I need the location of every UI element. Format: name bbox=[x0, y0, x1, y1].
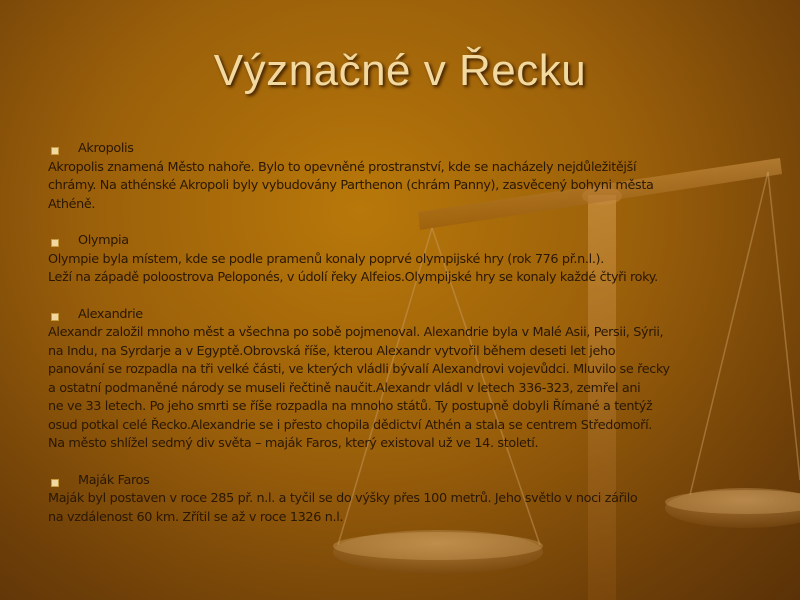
section-heading bbox=[48, 306, 768, 325]
section-akropolis bbox=[48, 140, 768, 214]
paragraph-line: Na město shlížel sedmý div světa – maják Faros, který existoval už ve 14. století. bbox=[48, 436, 539, 451]
paragraph-line: Athéně. bbox=[48, 196, 96, 212]
paragraph-line: Maják byl postaven v roce 285 př. n.l. a tyčil se do výšky přes 100 metrů. Jeho světlo v noci zářilo bbox=[48, 491, 638, 506]
bullet-icon bbox=[51, 313, 59, 321]
slide-content bbox=[48, 140, 768, 545]
bullet-icon bbox=[51, 147, 59, 155]
bullet-icon bbox=[51, 479, 59, 487]
paragraph-line: chrámy. Na athénské Akropoli byly vybudovány Parthenon (chrám Panny), zasvěcený bohyni města bbox=[48, 178, 654, 193]
section-heading-label: Maják Faros bbox=[78, 472, 150, 488]
paragraph-line: Akropolis znamená Město nahoře. Bylo to opevněné prostranství, kde se nacházely nejdůležitější bbox=[48, 159, 637, 175]
section-heading-label: Alexandrie bbox=[78, 306, 143, 322]
paragraph-line: Olympie byla místem, kde se podle pramenů konaly poprvé olympijské hry (rok 776 př.n.l.). bbox=[48, 251, 604, 267]
paragraph-line: ne ve 33 letech. Po jeho smrti se říše rozpadla na mnoho států. Ty postupně dobyli Římané a tentýž bbox=[48, 399, 653, 414]
section-heading bbox=[48, 140, 768, 159]
section-heading-label: Akropolis bbox=[78, 141, 134, 156]
section-heading bbox=[48, 232, 768, 251]
paragraph-line: a ostatní podmaněné národy se museli řečtině naučit.Alexandr vládl v letech 336-323, zemřel ani bbox=[48, 380, 641, 396]
paragraph-line: na Indu, na Syrdarje a v Egyptě.Obrovská říše, kterou Alexandr vytvořil během deseti let jeho bbox=[48, 343, 616, 359]
paragraph-line: panování se rozpadla na tři velké části, ve kterých vládli bývalí Alexandrovi vojevůdci. Mluvilo se řecky bbox=[48, 362, 670, 377]
paragraph-line: osud potkal celé Řecko.Alexandrie se i přesto chopila dědictví Athén a stala se centrem Středomoří. bbox=[48, 417, 652, 433]
section-olympia bbox=[48, 232, 768, 288]
paragraph-line: Alexandr založil mnoho měst a všechna po sobě pojmenoval. Alexandrie byla v Malé Asii, Persii, Sýrii, bbox=[48, 325, 664, 340]
slide-title: Význačné v Řecku bbox=[213, 46, 587, 95]
section-majak-faros bbox=[48, 472, 768, 528]
bullet-icon bbox=[51, 239, 59, 247]
paragraph-line: na vzdálenost 60 km. Zřítil se až v roce 1326 n.l. bbox=[48, 509, 344, 525]
paragraph-line: Leží na západě poloostrova Peloponés, v údolí řeky Alfeios.Olympijské hry se konaly každé čtyři roky. bbox=[48, 270, 658, 285]
section-heading bbox=[48, 472, 768, 491]
section-heading-label: Olympia bbox=[78, 233, 129, 248]
section-alexandrie bbox=[48, 306, 768, 454]
